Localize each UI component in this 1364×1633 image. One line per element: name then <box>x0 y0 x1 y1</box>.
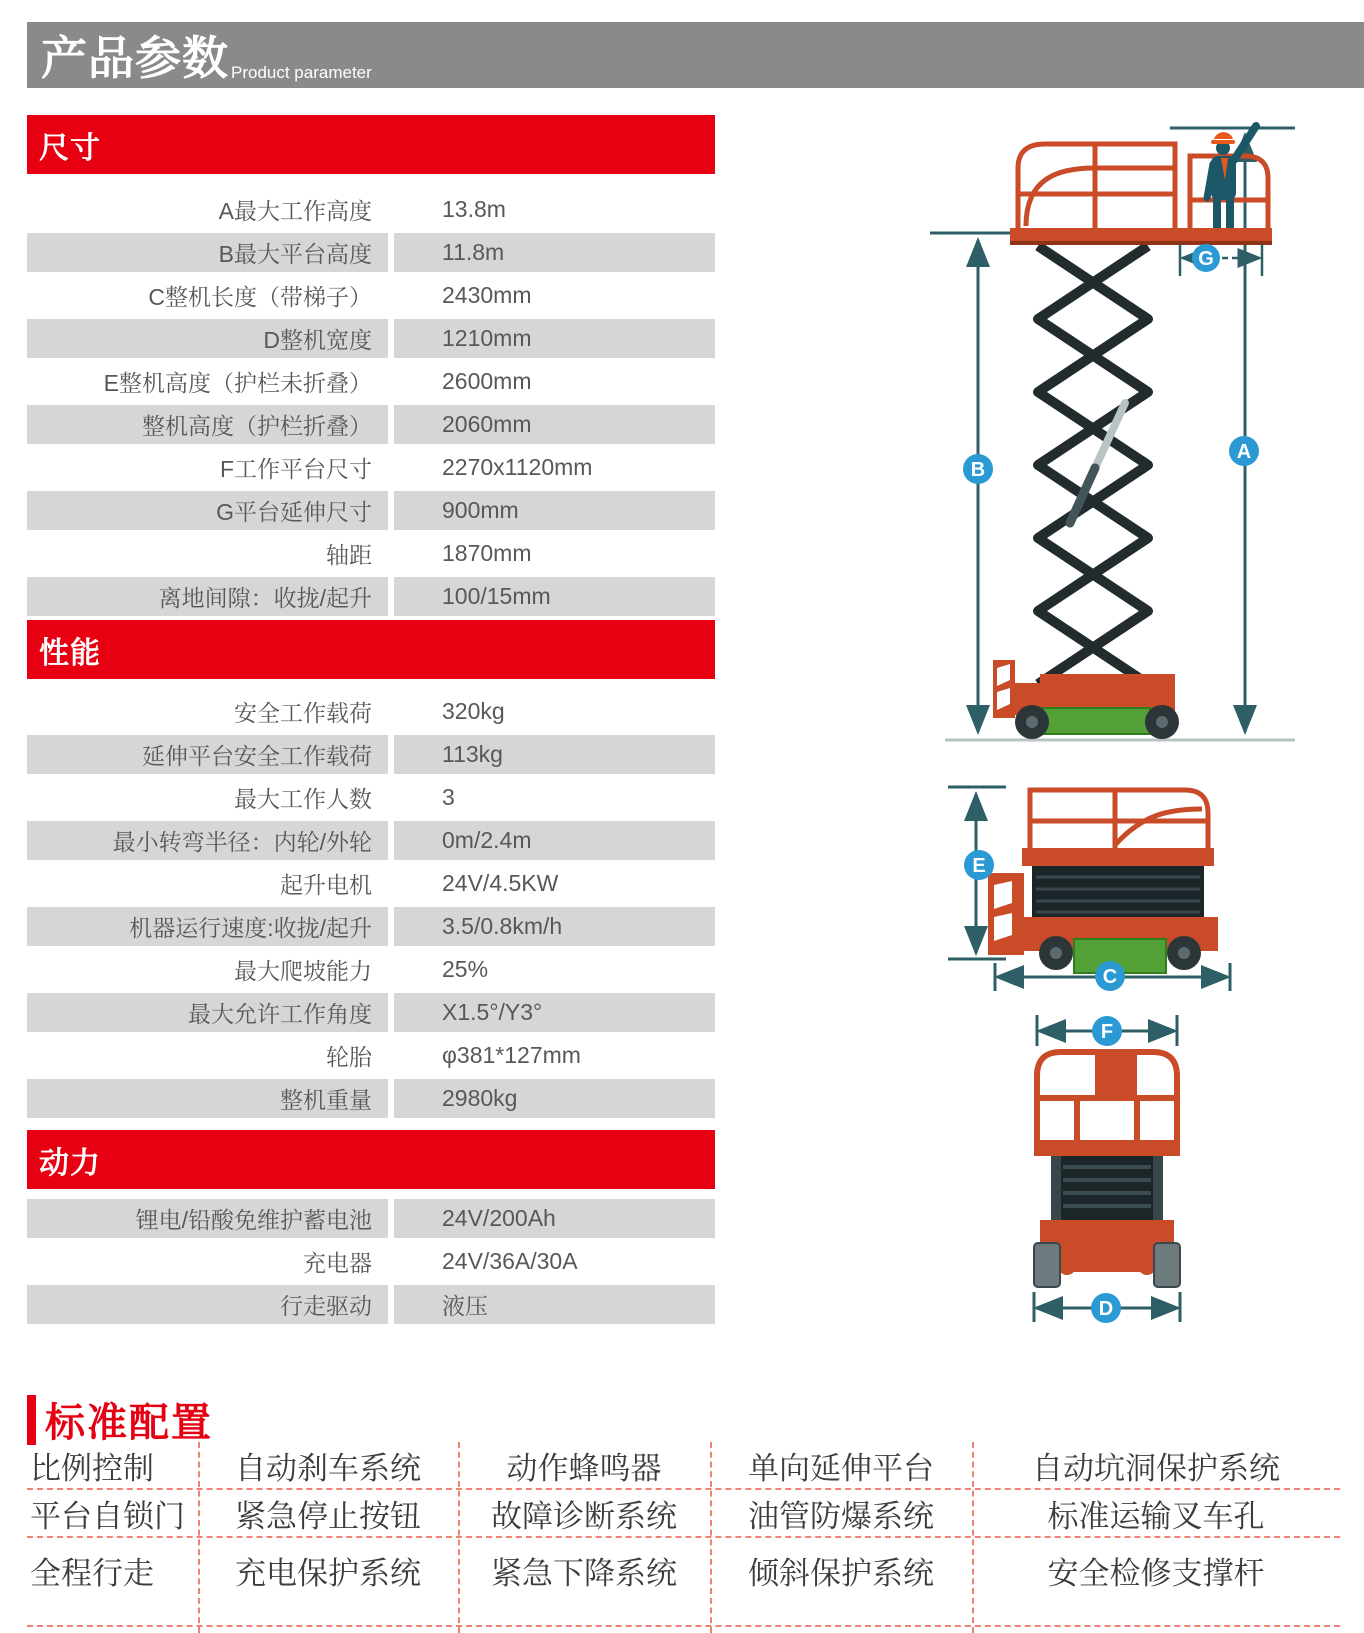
config-item: 平台自锁门 <box>30 1498 185 1534</box>
spec-row <box>27 1077 715 1120</box>
power-table <box>27 1197 715 1326</box>
spec-row <box>27 1197 715 1240</box>
section-title: 尺寸 <box>39 131 101 165</box>
spec-label: D整机宽度 <box>27 319 388 358</box>
spec-row <box>27 231 715 274</box>
platform-floor-edge <box>1010 241 1272 245</box>
dimensions-table <box>27 188 715 618</box>
platform-band <box>1034 1140 1180 1156</box>
spec-row <box>27 403 715 446</box>
worker-helmet-brim <box>1211 140 1235 144</box>
spec-value: 2600mm <box>442 368 532 394</box>
spec-value: 2980kg <box>394 1079 715 1118</box>
spec-value: 113kg <box>394 735 715 774</box>
section-title: 性能 <box>39 636 101 670</box>
spec-row <box>27 1240 715 1283</box>
standard-config-grid <box>27 1442 1340 1633</box>
section-bar-performance <box>27 620 715 679</box>
wheel <box>1034 1243 1060 1287</box>
spec-row <box>27 360 715 403</box>
spec-label: 锂电/铅酸免维护蓄电池 <box>27 1199 388 1238</box>
dim-badge-E <box>964 850 994 880</box>
spec-row <box>27 489 715 532</box>
config-row <box>27 1442 1340 1490</box>
spec-label: 最大爬坡能力 <box>234 958 372 984</box>
spec-value: 25% <box>442 956 489 982</box>
spec-row <box>27 446 715 489</box>
spec-label: C整机长度（带梯子） <box>148 284 372 310</box>
spec-label: E整机高度（护栏未折叠） <box>103 370 372 396</box>
scissor-lift-extended-diagram <box>890 108 1350 756</box>
platform-railing <box>1018 144 1175 228</box>
spec-value: 1210mm <box>394 319 715 358</box>
section-bar-dimensions <box>27 115 715 174</box>
spec-row <box>27 1034 715 1077</box>
spec-value: 900mm <box>394 491 715 530</box>
spec-label: 最大工作人数 <box>234 786 372 812</box>
scissor-lift-stowed-diagram <box>890 745 1350 1000</box>
config-row <box>27 1490 1340 1538</box>
wheel <box>1154 1243 1180 1287</box>
dim-badge-A <box>1229 436 1259 466</box>
config-item: 单向延伸平台 <box>748 1450 934 1486</box>
section-title: 动力 <box>39 1146 101 1180</box>
spec-label: 机器运行速度:收拢/起升 <box>27 907 388 946</box>
spec-label: 离地间隙：收拢/起升 <box>27 577 388 616</box>
spec-value: 11.8m <box>394 233 715 272</box>
spec-value: 3 <box>442 784 455 810</box>
config-divider <box>710 1442 712 1633</box>
spec-value: 24V/4.5KW <box>442 870 559 896</box>
spec-value: 0m/2.4m <box>394 821 715 860</box>
spec-value: 13.8m <box>442 196 506 222</box>
spec-row <box>27 317 715 360</box>
spec-value: 320kg <box>442 698 505 724</box>
spec-row <box>27 776 715 819</box>
spec-row <box>27 948 715 991</box>
spec-label: 最小转弯半径：内轮/外轮 <box>27 821 388 860</box>
spec-row <box>27 991 715 1034</box>
config-item: 油管防爆系统 <box>748 1498 934 1534</box>
dim-badge-G <box>1192 244 1220 272</box>
wheel-hub <box>1026 716 1038 728</box>
config-item: 自动刹车系统 <box>235 1450 421 1486</box>
spec-value: 液压 <box>394 1285 715 1324</box>
svg-text:G: G <box>1198 248 1214 270</box>
svg-text:B: B <box>970 459 986 481</box>
spec-row <box>27 690 715 733</box>
config-item: 紧急停止按钮 <box>235 1498 421 1534</box>
dim-badge-F <box>1092 1016 1122 1046</box>
svg-text:E: E <box>972 855 986 877</box>
spec-label: F工作平台尺寸 <box>219 456 372 482</box>
spec-row <box>27 819 715 862</box>
spec-value: 24V/200Ah <box>394 1199 715 1238</box>
spec-value: 2060mm <box>394 405 715 444</box>
config-item: 标准运输叉车孔 <box>1047 1498 1265 1534</box>
spec-label: 延伸平台安全工作载荷 <box>27 735 388 774</box>
spec-label: 轮胎 <box>326 1044 372 1070</box>
config-divider <box>972 1442 974 1633</box>
config-item: 比例控制 <box>30 1450 154 1486</box>
platform-band <box>1022 848 1214 866</box>
config-row <box>27 1538 1340 1627</box>
wheel-hub <box>1178 947 1190 959</box>
spec-row <box>27 1283 715 1326</box>
spec-row <box>27 575 715 618</box>
chassis-step <box>1040 674 1175 683</box>
worker-helmet <box>1214 132 1233 139</box>
config-item: 全程行走 <box>30 1556 154 1591</box>
scissor-lift-front-diagram <box>930 1000 1320 1335</box>
spec-value: 100/15mm <box>394 577 715 616</box>
spec-row <box>27 733 715 776</box>
spec-value: 24V/36A/30A <box>442 1248 578 1274</box>
spec-row <box>27 188 715 231</box>
spec-label: 行走驱动 <box>27 1285 388 1324</box>
chassis <box>993 660 1179 739</box>
dim-badge-B <box>963 454 993 484</box>
svg-text:F: F <box>1100 1021 1114 1043</box>
railing <box>1030 790 1208 848</box>
spec-value: 2430mm <box>442 282 532 308</box>
config-divider <box>198 1442 200 1633</box>
config-item: 故障诊断系统 <box>491 1498 677 1534</box>
spec-label: 整机重量 <box>27 1079 388 1118</box>
page-title: 产品参数 <box>41 32 229 84</box>
control-box <box>1095 1052 1137 1098</box>
spec-label: 起升电机 <box>280 872 372 898</box>
config-item: 倾斜保护系统 <box>748 1556 934 1591</box>
svg-text:C: C <box>1102 966 1118 988</box>
config-item: 动作蜂鸣器 <box>506 1450 662 1486</box>
svg-text:D: D <box>1098 1298 1114 1320</box>
spec-label: A最大工作高度 <box>218 198 372 224</box>
spec-row <box>27 905 715 948</box>
spec-label: B最大平台高度 <box>27 233 388 272</box>
page-header <box>27 22 1364 88</box>
wheel-hub <box>1156 716 1168 728</box>
spec-value: 2270x1120mm <box>442 454 593 480</box>
config-item: 自动坑洞保护系统 <box>1032 1450 1280 1486</box>
spec-row <box>27 274 715 317</box>
worker-leg <box>1226 198 1234 228</box>
standard-config-title: 标准配置 <box>45 1401 213 1445</box>
base-skirt <box>1040 708 1150 734</box>
svg-text:A: A <box>1236 441 1252 463</box>
red-accent-bar <box>27 1395 36 1445</box>
config-item: 充电保护系统 <box>235 1556 421 1591</box>
spec-label: 充电器 <box>303 1250 372 1276</box>
spec-value: 1870mm <box>442 540 532 566</box>
axle-center <box>1095 1248 1119 1262</box>
spec-value: 3.5/0.8km/h <box>394 907 715 946</box>
dim-badge-D <box>1091 1293 1121 1323</box>
spec-label: 安全工作载荷 <box>234 700 372 726</box>
worker-leg <box>1213 198 1221 228</box>
spec-value: φ381*127mm <box>442 1042 581 1068</box>
page-subtitle: Product parameter <box>231 63 372 82</box>
spec-row <box>27 532 715 575</box>
spec-value: X1.5°/Y3° <box>394 993 715 1032</box>
dim-badge-C <box>1095 961 1125 991</box>
config-divider <box>458 1442 460 1633</box>
wheel-hub <box>1050 947 1062 959</box>
section-bar-power <box>27 1130 715 1189</box>
worker-figure <box>1207 126 1256 228</box>
spec-label: 整机高度（护栏折叠） <box>27 405 388 444</box>
spec-row <box>27 862 715 905</box>
performance-table <box>27 690 715 1120</box>
spec-label: 最大允许工作角度 <box>27 993 388 1032</box>
config-item: 安全检修支撑杆 <box>1047 1556 1265 1591</box>
standard-config-header <box>27 1391 213 1448</box>
spec-label: G平台延伸尺寸 <box>27 491 388 530</box>
spec-label: 轴距 <box>326 542 372 568</box>
config-item: 紧急下降系统 <box>491 1556 677 1591</box>
